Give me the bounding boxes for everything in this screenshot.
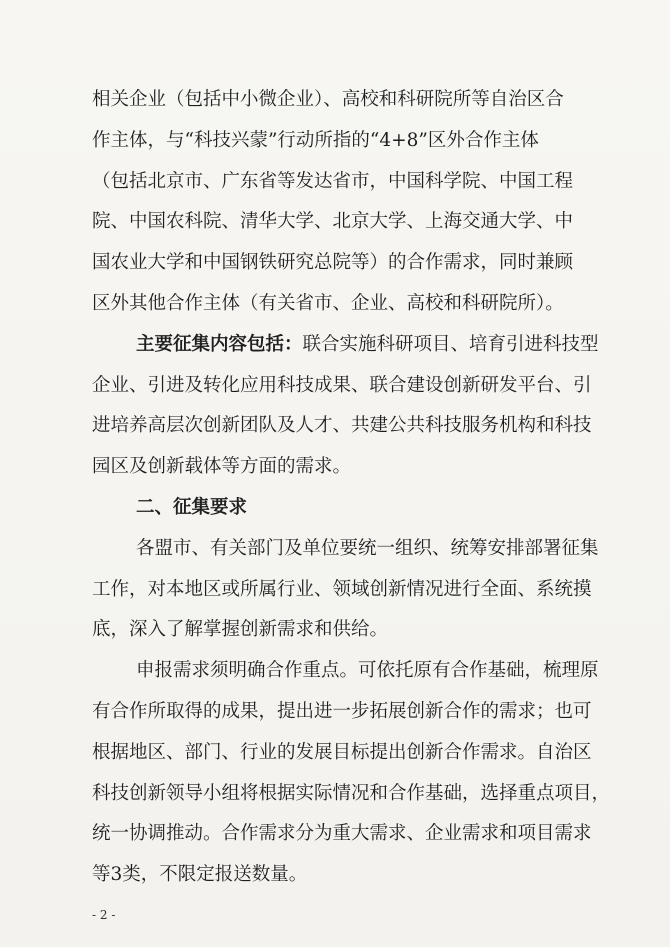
- body-line: 科技创新领导小组将根据实际情况和合作基础，选择重点项目，: [92, 782, 611, 804]
- body-line: 工作，对本地区或所属行业、领域创新情况进行全面、系统摸: [92, 578, 592, 600]
- body-line: 进培养高层次创新团队及人才、共建公共科技服务机构和科技: [92, 415, 592, 437]
- body-line: （包括北京市、广东省等发达省市，中国科学院、中国工程: [92, 170, 574, 192]
- body-line: 区外其他合作主体（有关省市、企业、高校和科研院所）。: [92, 293, 564, 314]
- body-line: 国农业大学和中国钢铁研究总院等）的合作需求，同时兼顾: [92, 252, 574, 274]
- main-content-label: 主要征集内容包括：: [136, 333, 303, 355]
- body-line: 有合作所取得的成果，提出进一步拓展创新合作的需求；也可: [92, 701, 592, 722]
- body-line: 底，深入了解掌握创新需求和供给。: [92, 619, 389, 641]
- body-line: 统一协调推动。合作需求分为重大需求、企业需求和项目需求: [92, 823, 592, 845]
- section-heading: 二、征集要求: [136, 497, 248, 518]
- body-line: 园区及创新载体等方面的需求。: [92, 456, 352, 478]
- body-line: 企业、引进及转化应用科技成果、联合建设创新研发平台、引: [92, 374, 592, 396]
- body-line: 根据地区、部门、行业的发展目标提出创新合作需求。自治区: [92, 741, 592, 763]
- page-number: - 2 -: [92, 908, 116, 922]
- body-line: 相关企业（包括中小微企业）、高校和科研院所等自治区合: [92, 89, 564, 110]
- body-line: 各盟市、有关部门及单位要统一组织、统筹安排部署征集: [136, 537, 599, 559]
- body-line: 院、中国农科院、清华大学、北京大学、上海交通大学、中: [92, 211, 574, 233]
- body-line: 作主体，与“科技兴蒙”行动所指的“4+8”区外合作主体: [92, 129, 539, 151]
- body-line: 申报需求须明确合作重点。可依托原有合作基础，梳理原: [136, 660, 599, 682]
- main-content-text: 联合实施科研项目、培育引进科技型: [302, 333, 599, 355]
- body-line: 等3类，不限定报送数量。: [92, 864, 308, 886]
- main-content-first-line: [0, 333, 670, 357]
